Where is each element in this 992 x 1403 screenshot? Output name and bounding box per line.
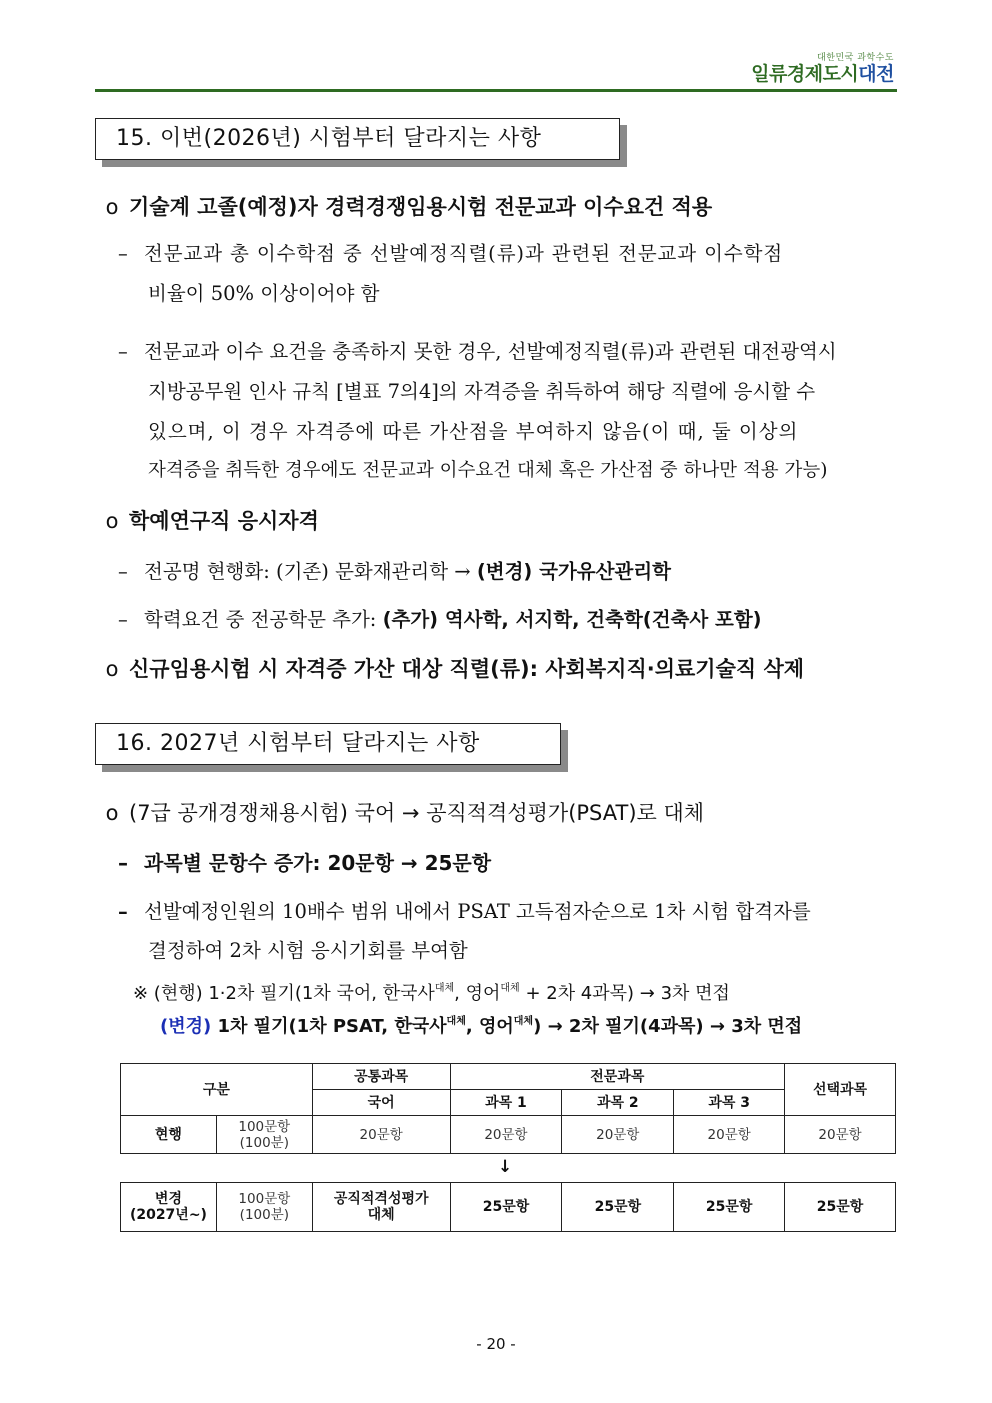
section-16-heading — [95, 723, 561, 765]
row-label-current: 현행 — [121, 1116, 217, 1154]
cell-changed: 25문항 — [450, 1183, 562, 1232]
cell-current: 20문항 — [562, 1116, 674, 1154]
sec15-dash-2b: 지방공무원 인사 규칙 [별표 7의4]의 자격증을 취득하여 해당 직렬에 응시할 수 — [148, 380, 816, 403]
sec16-dash-2a: – 선발예정인원의 10배수 범위 내에서 PSAT 고득점자순으로 1차 시험 합격자를 — [118, 900, 811, 923]
cell-changed: 25문항 — [785, 1183, 896, 1232]
cell-current: 20문항 — [312, 1116, 450, 1154]
cell-current: 20문항 — [785, 1116, 896, 1154]
cell-current: 20문항 — [674, 1116, 785, 1154]
exam-table-changed — [120, 1182, 896, 1232]
logo-subtitle: 대한민국 과학수도 — [817, 53, 894, 63]
section-15-heading — [95, 118, 620, 160]
sec15-dash-1a: – 전문교과 총 이수학점 중 선발예정직렬(류)과 관련된 전문교과 이수학점 — [118, 242, 784, 265]
header-select: 선택과목 — [785, 1064, 896, 1116]
sec15-bullet-1: o 기술계 고졸(예정)자 경력경쟁임용시험 전문교과 이수요건 적용 — [105, 195, 713, 219]
city-logo — [751, 50, 894, 85]
sec16-dash-1: – 과목별 문항수 증가: 20문항 → 25문항 — [118, 851, 492, 875]
header-major: 전문과목 — [450, 1064, 785, 1090]
table-row-changed — [121, 1183, 896, 1232]
sec15-dash-3: – 전공명 현행화: (기존) 문화재관리학 → (변경) 국가유산관리학 — [118, 560, 671, 583]
sec15-bullet-2: o 학예연구직 응시자격 — [105, 509, 319, 533]
header-subject-3: 과목 3 — [674, 1090, 785, 1116]
header-gubun: 구분 — [121, 1064, 313, 1116]
header-common: 공통과목 — [312, 1064, 450, 1090]
table-row-current — [121, 1116, 896, 1154]
logo-main: 일류경제도시 — [751, 63, 859, 85]
sec15-dash-2a: – 전문교과 이수 요건을 충족하지 못한 경우, 선발예정직렬(류)과 관련된 대전광역시 — [118, 340, 837, 363]
cell-changed: 25문항 — [562, 1183, 674, 1232]
sec16-note-change: (변경) 1차 필기(1차 PSAT, 한국사$^{대체}$, 영어$^{대체}$) → 2차 필기(4과목) → 3차 면접 — [160, 1016, 803, 1037]
arrow-down-icon: ↓ — [498, 1157, 513, 1177]
header-rule — [95, 89, 897, 92]
sec16-bullet-1: o (7급 공개경쟁채용시험) 국어 → 공직적격성평가(PSAT)로 대체 — [105, 801, 705, 825]
page-number: - 20 - — [476, 1335, 516, 1353]
sec15-dash-2c: 있으며, 이 경우 자격증에 따른 가산점을 부여하지 않음(이 때, 둘 이상의 — [148, 420, 799, 443]
cell-current: 20문항 — [450, 1116, 562, 1154]
sec16-dash-2b: 결정하여 2차 시험 응시기회를 부여함 — [148, 939, 468, 962]
section-16-title: 16. 2027년 시험부터 달라지는 사항 — [95, 723, 561, 765]
sec15-dash-2d: 자격증을 취득한 경우에도 전문교과 이수요건 대체 혹은 가산점 중 하나만 적용 가능) — [148, 460, 828, 481]
cell-changed: 25문항 — [674, 1183, 785, 1232]
row-changed-count: 100문항 (100분) — [216, 1183, 312, 1232]
sec15-dash-1b: 비율이 50% 이상이어야 함 — [148, 282, 380, 305]
exam-table-current — [120, 1063, 896, 1154]
sec15-dash-4: – 학력요건 중 전공학문 추가: (추가) 역사학, 서지학, 건축학(건축사 포함) — [118, 608, 762, 631]
row-label-changed: 변경 (2027년~) — [121, 1183, 217, 1232]
cell-psat: 공직적격성평가 대체 — [312, 1183, 450, 1232]
row-current-count: 100문항 (100분) — [216, 1116, 312, 1154]
header-korean: 국어 — [312, 1090, 450, 1116]
section-15-title: 15. 이번(2026년) 시험부터 달라지는 사항 — [95, 118, 620, 160]
header-subject-1: 과목 1 — [450, 1090, 562, 1116]
header-subject-2: 과목 2 — [562, 1090, 674, 1116]
sec16-note-current: ※ (현행) 1·2차 필기(1차 국어, 한국사$^{대체}$, 영어$^{대체}$ + 2차 4과목) → 3차 면접 — [133, 983, 730, 1004]
logo-city: 대전 — [858, 63, 894, 85]
sec15-bullet-3: o 신규임용시험 시 자격증 가산 대상 직렬(류): 사회복지직·의료기술직 삭제 — [105, 657, 805, 681]
